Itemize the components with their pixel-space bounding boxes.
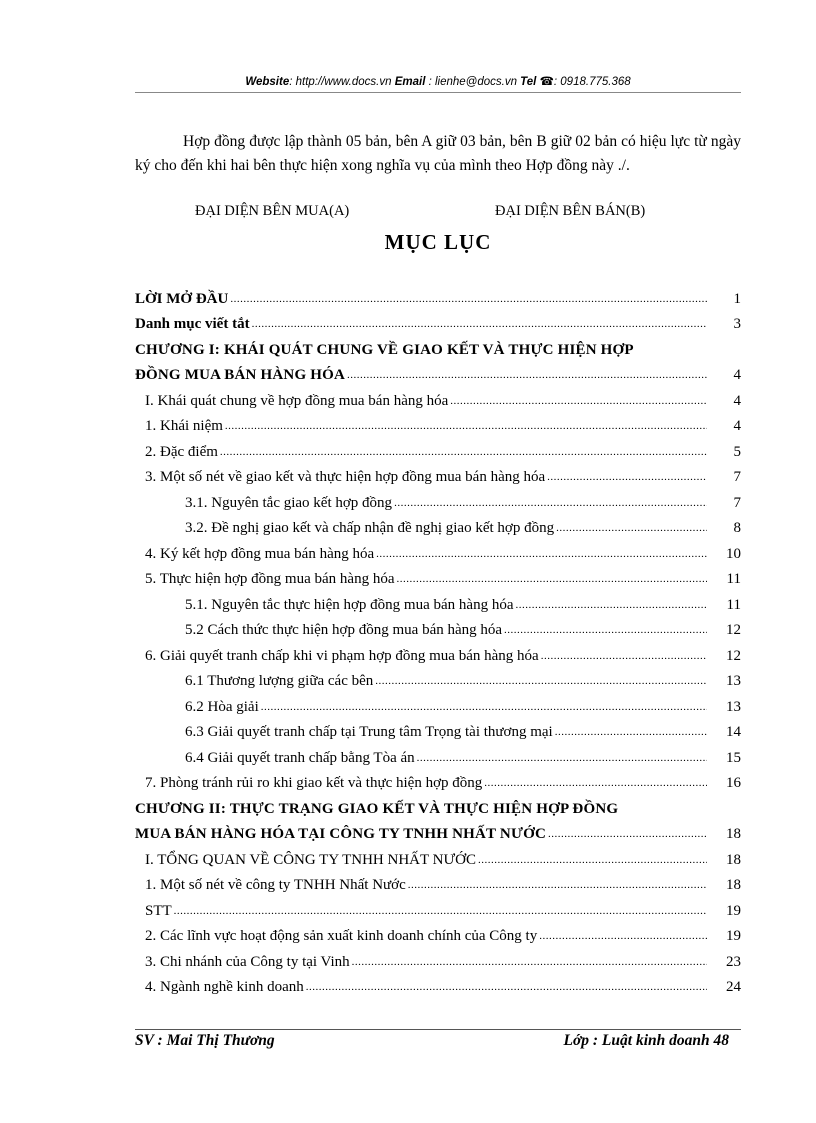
toc-entry-text: MUA BÁN HÀNG HÓA TẠI CÔNG TY TNHH NHẤT NƯỚC: [135, 826, 547, 842]
toc-leader-dots: [306, 981, 707, 993]
toc-entry-page: 12: [726, 622, 741, 638]
toc-entry-text: STT: [145, 902, 172, 919]
toc-entry-text: 6. Giải quyết tranh chấp khi vi phạm hợp đồng mua bán hàng hóa: [145, 647, 539, 664]
toc-leader-dots: [347, 369, 707, 381]
toc-entry: [135, 920, 741, 946]
toc-leader-dots: [376, 548, 707, 560]
toc-leader-dots: [375, 675, 707, 687]
toc-leader-dots: [225, 420, 707, 432]
toc-entry-text: 6.3 Giải quyết tranh chấp tại Trung tâm Trọng tài thương mại: [185, 724, 553, 740]
toc-entry: [135, 486, 741, 512]
toc-leader-dots: [261, 701, 707, 713]
toc-entry: [135, 588, 741, 614]
toc-entry-page: 24: [726, 979, 741, 995]
toc-entry-page: 4: [733, 418, 741, 434]
toc-entry-page: 15: [726, 749, 741, 766]
toc-entry-text: Danh mục viết tắt: [135, 316, 250, 332]
toc-title: MỤC LỤC: [384, 230, 492, 254]
email-value: : lienhe@docs.vn: [425, 76, 521, 88]
toc-entry: [135, 410, 741, 436]
toc-entry: [135, 792, 741, 818]
buyer-signature-label: ĐẠI DIỆN BÊN MUA(A): [195, 203, 350, 219]
toc-entry: [135, 767, 741, 793]
tel-value: ☎: 0918.775.368: [536, 76, 631, 88]
website-value: : http://www.docs.vn: [289, 76, 395, 88]
toc-entry-text: 6.1 Thương lượng giữa các bên: [185, 673, 374, 689]
toc-entry: [135, 690, 741, 716]
toc-leader-dots: [394, 497, 707, 509]
toc-entry-text: 6.2 Hòa giải: [185, 698, 259, 715]
toc-entry-page: 7: [733, 469, 741, 485]
toc-entry: [135, 843, 741, 869]
toc-entry-page: 23: [726, 953, 741, 970]
toc-entry-text: 4. Ngành nghề kinh doanh: [145, 979, 304, 995]
footer-class: Lớp : Luật kinh doanh 48: [563, 1032, 729, 1049]
toc-entry-page: 11: [726, 571, 741, 587]
toc-entry: [135, 537, 741, 563]
toc-entry-page: 18: [726, 877, 741, 893]
toc-entry-page: 19: [726, 902, 741, 919]
toc-entry: [135, 741, 741, 767]
toc-entry-text: 4. Ký kết hợp đồng mua bán hàng hóa: [145, 545, 375, 562]
toc-entry: [135, 359, 741, 385]
toc-leader-dots: [555, 726, 707, 738]
toc-entry: [135, 461, 741, 487]
toc-leader-dots: [220, 446, 707, 458]
toc-entry: [135, 563, 741, 589]
toc-entry-text: 3. Một số nét về giao kết và thực hiện hợp đồng mua bán hàng hóa: [145, 469, 546, 485]
toc-entry-page: 3: [733, 316, 741, 332]
toc-leader-dots: [484, 777, 707, 789]
toc-entry: [135, 308, 741, 334]
toc-entry: [135, 512, 741, 538]
toc-entry-text: 3.2. Đề nghị giao kết và chấp nhận đề nghị giao kết hợp đồng: [185, 520, 555, 536]
toc-entry-text: 1. Khái niệm: [145, 418, 223, 434]
toc-entry-text: 3.1. Nguyên tắc giao kết hợp đồng: [185, 494, 393, 511]
toc-entry-page: 7: [733, 494, 741, 511]
toc-entry-text: 2. Đặc điểm: [145, 443, 218, 460]
toc-entry: [135, 435, 741, 461]
toc-leader-dots: [547, 471, 707, 483]
toc-entry-text: I. TỔNG QUAN VỀ CÔNG TY TNHH NHẤT NƯỚC: [145, 851, 476, 868]
toc-entry: [135, 665, 741, 691]
seller-signature-label: ĐẠI DIỆN BÊN BÁN(B): [495, 203, 646, 219]
footer-student: SV : Mai Thị Thương: [135, 1032, 275, 1049]
toc-entry-text: CHƯƠNG II: THỰC TRẠNG GIAO KẾT VÀ THỰC HIỆN HỢP ĐỒNG: [135, 800, 619, 817]
toc-entry-page: 11: [726, 596, 741, 613]
toc-entry-text: 6.4 Giải quyết tranh chấp bằng Tòa án: [185, 749, 415, 766]
tel-label: Tel: [520, 76, 537, 88]
toc-leader-dots: [556, 522, 707, 534]
toc-leader-dots: [174, 905, 707, 917]
toc-entry: [135, 971, 741, 997]
toc-entry-page: 13: [726, 673, 741, 689]
email-label: Email: [394, 76, 426, 88]
toc-leader-dots: [230, 293, 707, 305]
toc-entry: [135, 614, 741, 640]
toc-entry-page: 4: [733, 392, 741, 409]
toc-leader-dots: [478, 854, 707, 866]
toc-entry-page: 13: [726, 698, 741, 715]
toc-entry: [135, 282, 741, 308]
toc-leader-dots: [548, 828, 707, 840]
toc-leader-dots: [515, 599, 707, 611]
toc-entry-page: 19: [726, 928, 741, 944]
toc-leader-dots: [408, 879, 707, 891]
toc-entry: [135, 639, 741, 665]
toc-entry: [135, 894, 741, 920]
header-divider: [135, 92, 741, 93]
toc-entry-page: 16: [726, 775, 741, 791]
toc-entry-page: 10: [726, 545, 741, 562]
toc-entry-page: 8: [733, 520, 741, 536]
toc-entry-page: 4: [733, 367, 741, 383]
toc-entry-text: LỜI MỞ ĐẦU: [135, 290, 229, 307]
toc-entry-text: ĐỒNG MUA BÁN HÀNG HÓA: [135, 367, 346, 383]
toc-entry: [135, 945, 741, 971]
toc-entry: [135, 869, 741, 895]
toc-entry-text: 3. Chi nhánh của Công ty tại Vinh: [145, 953, 350, 970]
website-label: Website: [245, 76, 290, 88]
toc-entry-text: 2. Các lĩnh vực hoạt động sản xuất kinh doanh chính của Công ty: [145, 928, 538, 944]
toc-entry-text: CHƯƠNG I: KHÁI QUÁT CHUNG VỀ GIAO KẾT VÀ THỰC HIỆN HỢP: [135, 341, 634, 358]
toc-leader-dots: [541, 650, 707, 662]
toc-entry-page: 14: [726, 724, 741, 740]
toc-leader-dots: [450, 395, 707, 407]
toc-entry-page: 12: [726, 647, 741, 664]
toc-entry-text: 5.2 Cách thức thực hiện hợp đồng mua bán hàng hóa: [185, 622, 503, 638]
toc-entry: [135, 716, 741, 742]
contract-paragraph: Hợp đồng được lập thành 05 bản, bên A giữ 03 bản, bên B giữ 02 bản có hiệu lực từ ngày ký cho đến khi hai bên thực hiện xong nghĩa vụ của mình theo Hợp đồng này ./.: [135, 133, 741, 174]
toc-entry-text: 5. Thực hiện hợp đồng mua bán hàng hóa: [145, 571, 395, 587]
toc-entry-text: I. Khái quát chung về hợp đồng mua bán hàng hóa: [145, 392, 449, 409]
toc-leader-dots: [417, 752, 707, 764]
toc-leader-dots: [397, 573, 708, 585]
toc-leader-dots: [504, 624, 707, 636]
toc-entry: [135, 818, 741, 844]
page-footer: [135, 1032, 741, 1050]
toc-entry-page: 5: [733, 443, 741, 460]
toc-entry-text: 5.1. Nguyên tắc thực hiện hợp đồng mua bán hàng hóa: [185, 596, 514, 613]
toc-entry-page: 1: [733, 290, 741, 307]
toc-leader-dots: [352, 956, 707, 968]
toc-entry-text: 7. Phòng tránh rủi ro khi giao kết và thực hiện hợp đồng: [145, 775, 483, 791]
toc-entry-page: 18: [726, 826, 741, 842]
toc-leader-dots: [252, 318, 707, 330]
footer-divider: [135, 1029, 741, 1030]
toc-entry: [135, 384, 741, 410]
toc-leader-dots: [539, 930, 707, 942]
toc-entry-page: 18: [726, 851, 741, 868]
page-header: [135, 74, 741, 90]
table-of-contents: [135, 282, 741, 996]
toc-entry: [135, 333, 741, 359]
toc-entry-text: 1. Một số nét về công ty TNHH Nhất Nước: [145, 877, 406, 893]
